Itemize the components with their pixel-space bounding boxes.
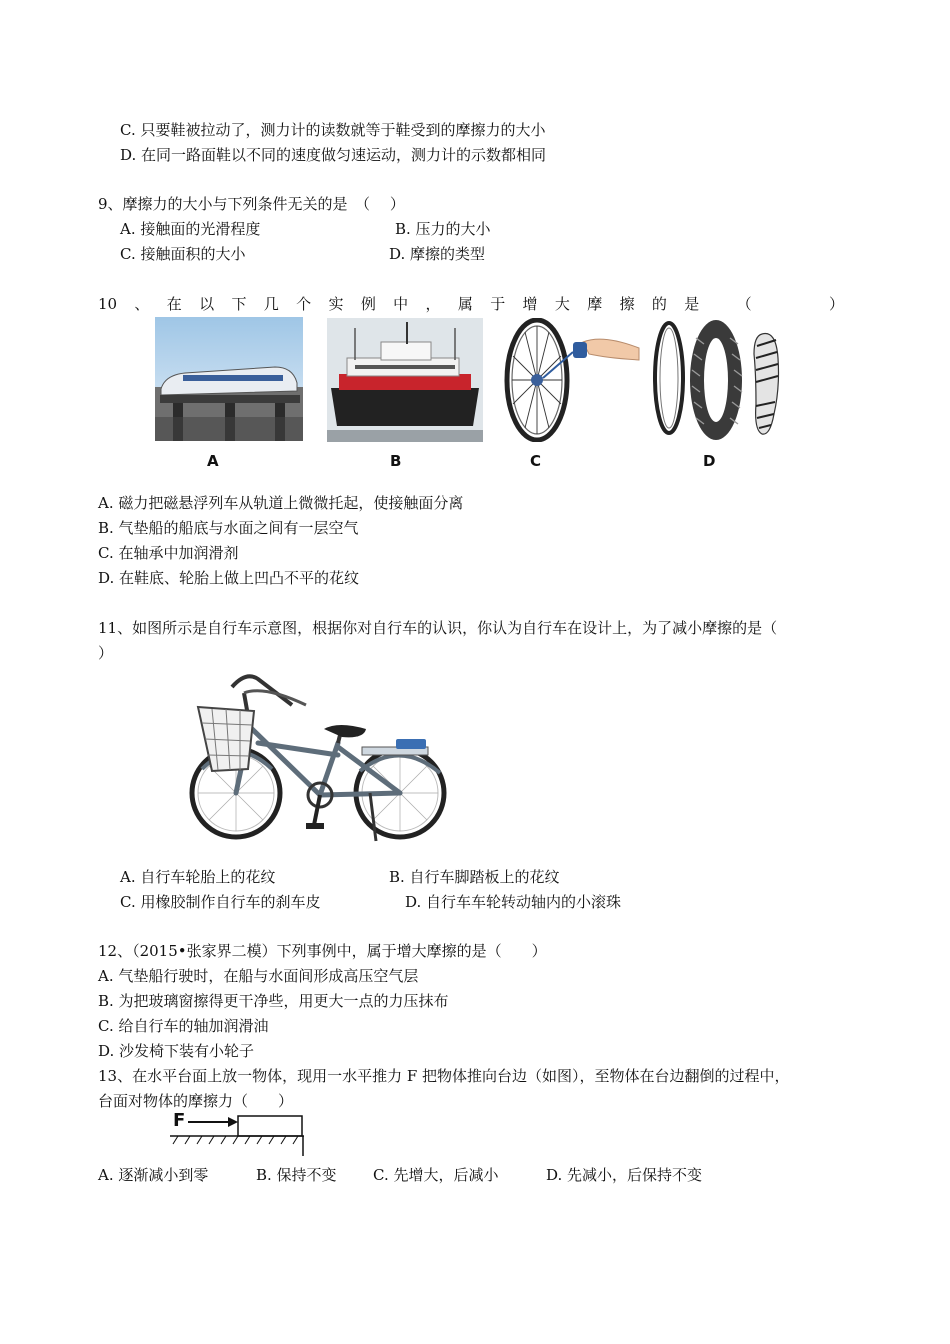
force-label: F bbox=[173, 1110, 186, 1131]
q10-option-a: A. 磁力把磁悬浮列车从轨道上微微托起，使接触面分离 bbox=[98, 494, 464, 512]
q11-option-c: C. 用橡胶制作自行车的刹车皮 bbox=[120, 893, 321, 911]
q12-stem: 12、（2015•张家界二模）下列事例中，属于增大摩擦的是（ ） bbox=[98, 942, 547, 960]
q8-option-c: C. 只要鞋被拉动了，测力计的读数就等于鞋受到的摩擦力的大小 bbox=[120, 121, 546, 139]
q10-stem: 10 、 在 以 下 几 个 实 例 中 ， 属 于 增 大 摩 擦 的 是 （ ） bbox=[98, 295, 844, 313]
figure-label-c: C bbox=[530, 452, 542, 470]
q12-option-b: B. 为把玻璃窗擦得更干净些，用更大一点的力压抹布 bbox=[98, 992, 449, 1010]
q9-stem: 9、摩擦力的大小与下列条件无关的是 （ ） bbox=[98, 195, 405, 213]
q9-option-c: C. 接触面积的大小 bbox=[120, 245, 246, 263]
q13-option-a: A. 逐渐减小到零 bbox=[98, 1166, 209, 1184]
q13-stem: 13、在水平台面上放一物体，现用一水平推力 F 把物体推向台边（如图），至物体在台边翻倒的过程中， bbox=[98, 1067, 790, 1085]
q8-option-d: D. 在同一路面鞋以不同的速度做匀速运动，测力计的示数都相同 bbox=[120, 146, 547, 164]
q13-option-d: D. 先减小，后保持不变 bbox=[546, 1166, 703, 1184]
figure-label-d: D bbox=[703, 452, 716, 470]
q12-option-a: A. 气垫船行驶时，在船与水面间形成高压空气层 bbox=[98, 967, 419, 985]
q11-option-d: D. 自行车车轮转动轴内的小滚珠 bbox=[405, 893, 622, 911]
q13-stem-cont: 台面对物体的摩擦力（ ） bbox=[98, 1092, 294, 1110]
push-force-diagram bbox=[170, 1112, 310, 1158]
q9-option-d: D. 摩擦的类型 bbox=[389, 245, 486, 263]
q10-option-c: C. 在轴承中加润滑剂 bbox=[98, 544, 239, 562]
q13-option-b: B. 保持不变 bbox=[256, 1166, 337, 1184]
wheel-lubrication-image bbox=[503, 318, 643, 442]
tire-and-shoe-sole-image bbox=[652, 318, 784, 442]
figure-label-a: A bbox=[207, 452, 219, 470]
q13-option-c: C. 先增大，后减小 bbox=[373, 1166, 499, 1184]
q11-stem: 11、如图所示是自行车示意图，根据你对自行车的认识，你认为自行车在设计上，为了减小摩擦的是（ bbox=[98, 619, 778, 637]
hovercraft-image bbox=[327, 318, 483, 442]
q11-option-b: B. 自行车脚踏板上的花纹 bbox=[389, 868, 560, 886]
figure-label-b: B bbox=[390, 452, 402, 470]
force-arrow-and-table bbox=[170, 1112, 310, 1158]
q11-stem-end: ） bbox=[98, 644, 114, 662]
q12-option-d: D. 沙发椅下装有小轮子 bbox=[98, 1042, 255, 1060]
q12-option-c: C. 给自行车的轴加润滑油 bbox=[98, 1017, 269, 1035]
q10-option-b: B. 气垫船的船底与水面之间有一层空气 bbox=[98, 519, 359, 537]
bicycle-image bbox=[188, 665, 450, 855]
q10-option-d: D. 在鞋底、轮胎上做上凹凸不平的花纹 bbox=[98, 569, 360, 587]
maglev-train-image bbox=[155, 317, 303, 441]
q11-option-a: A. 自行车轮胎上的花纹 bbox=[120, 868, 276, 886]
q9-option-b: B. 压力的大小 bbox=[395, 220, 491, 238]
q9-option-a: A. 接触面的光滑程度 bbox=[120, 220, 261, 238]
